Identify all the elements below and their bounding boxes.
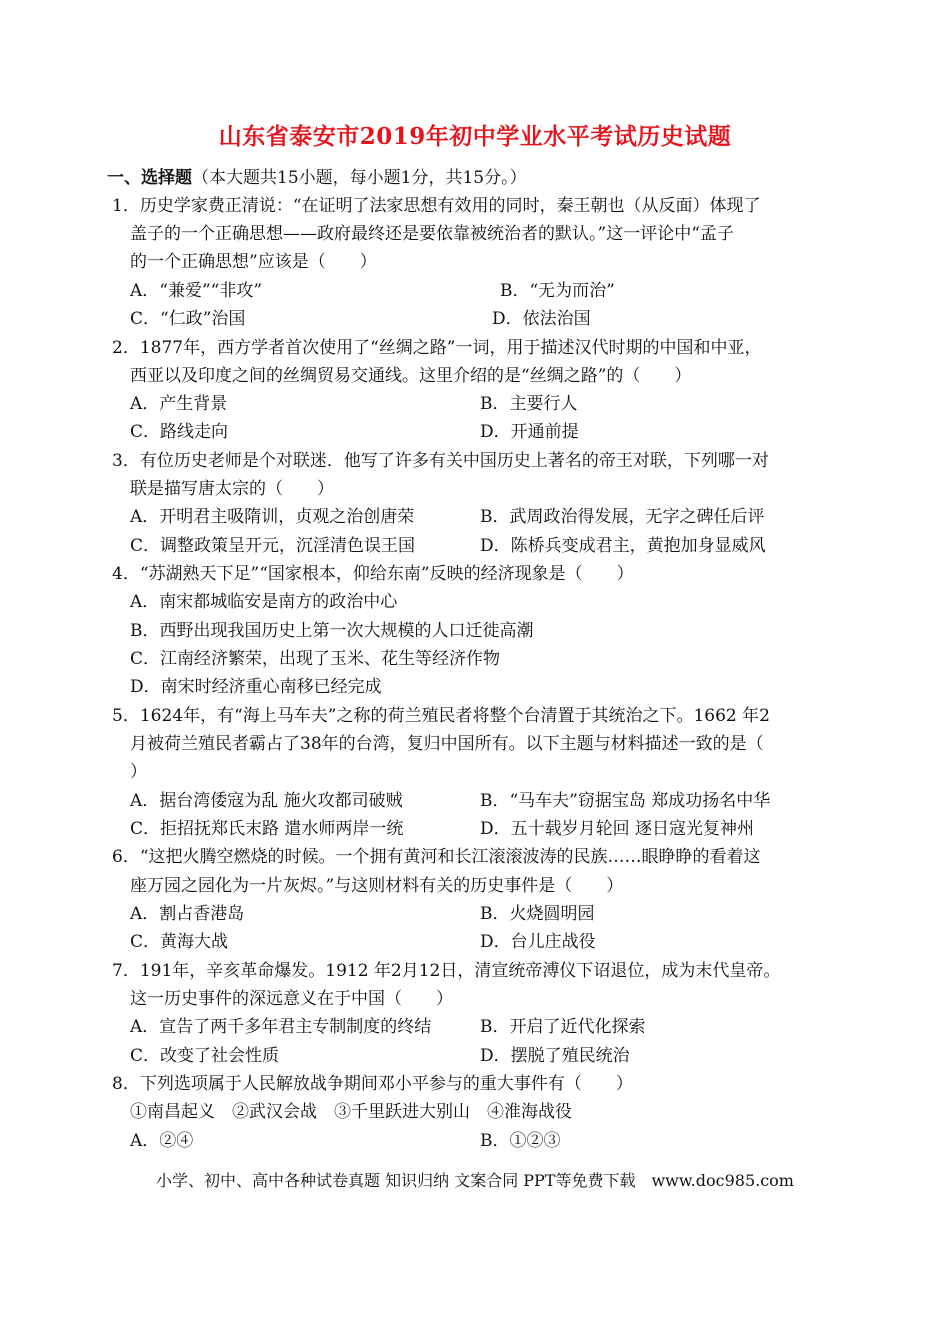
question-3-line-2: 联是描写唐太宗的（ ） (130, 479, 334, 499)
question-5-option-a: A．据台湾倭寇为乱 施火攻都司破贼 (130, 791, 403, 811)
question-8-line-1: 8．下列选项属于人民解放战争期间邓小平参与的重大事件有（ ） (112, 1074, 633, 1094)
question-7-line-1: 7．191年，辛亥革命爆发。1912 年2月12日，清宣统帝溥仪下诏退位，成为末代皇帝。 (112, 961, 781, 981)
question-4-option-b: B．西野出现我国历史上第一次大规模的人口迁徙高潮 (130, 621, 534, 641)
question-4-option-d: D．南宋时经济重心南移已经完成 (130, 677, 382, 697)
question-5-option-d: D．五十载岁月轮回 逐日寇光复神州 (480, 819, 755, 839)
question-8-option-b: B．①②③ (480, 1131, 561, 1151)
question-2-line-2: 西亚以及印度之间的丝绸贸易交通线。这里介绍的是“丝绸之路”的（ ） (130, 366, 692, 386)
question-5-line-3: ） (130, 762, 147, 782)
question-2-option-d: D．开通前提 (480, 422, 579, 442)
question-6-option-d: D．台儿庄战役 (480, 932, 596, 952)
question-1-option-c: C．“仁政”治国 (130, 309, 246, 329)
question-8-line-2: ①南昌起义 ②武汉会战 ③千里跃进大别山 ④淮海战役 (130, 1102, 572, 1122)
page-footer: 小学、初中、高中各种试卷真题 知识归纳 文案合同 PPT等免费下载 www.doc985.com (156, 1171, 794, 1190)
question-6-option-c: C．黄海大战 (130, 932, 229, 952)
question-4-option-c: C．江南经济繁荣，出现了玉米、花生等经济作物 (130, 649, 501, 669)
question-3-line-1: 3．有位历史老师是个对联迷．他写了许多有关中国历史上著名的帝王对联，下列哪一对 (112, 451, 769, 471)
question-3-option-a: A．开明君主吸隋训，贞观之治创唐荣 (130, 507, 415, 527)
question-7-option-b: B．开启了近代化探索 (480, 1017, 646, 1037)
question-4-line-1: 4．“苏湖熟天下足”“国家根本，仰给东南”反映的经济现象是（ ） (112, 564, 634, 584)
question-5-line-2: 月被荷兰殖民者霸占了38年的台湾，复归中国所有。以下主题与材料描述一致的是（ (130, 734, 764, 754)
question-2-option-c: C．路线走向 (130, 422, 229, 442)
question-1-option-d: D．依法治国 (492, 309, 591, 329)
question-8-option-a: A．②④ (130, 1131, 194, 1151)
section-note: （本大题共15小题，每小题1分，共15分。） (192, 168, 527, 188)
question-1-option-a: A．“兼爱”“非攻” (130, 281, 263, 301)
question-6-option-a: A．割占香港岛 (130, 904, 245, 924)
question-4-option-a: A．南宋都城临安是南方的政治中心 (130, 592, 398, 612)
section-label: 一、选择题 (107, 168, 192, 188)
question-1-line-2: 盖子的一个正确思想——政府最终还是要依靠被统治者的默认。”这一评论中“孟子 (130, 224, 734, 244)
question-3-option-c: C．调整政策呈开元，沉淫清色误王国 (130, 536, 416, 556)
question-6-line-2: 座万园之园化为一片灰烬。”与这则材料有关的历史事件是（ ） (130, 876, 624, 896)
question-5-option-c: C．拒招抚郑氏末路 遣水师两岸一统 (130, 819, 404, 839)
question-2-option-b: B．主要行人 (480, 394, 578, 414)
question-5-line-1: 5．1624年，有“海上马车夫”之称的荷兰殖民者将整个台清置于其统治之下。1662 年2 (112, 706, 770, 726)
question-3-option-b: B．武周政治得发展，无字之碑任后评 (480, 507, 765, 527)
question-2-option-a: A．产生背景 (130, 394, 228, 414)
question-7-option-c: C．改变了社会性质 (130, 1046, 280, 1066)
question-1-line-1: 1．历史学家费正清说：“在证明了法家思想有效用的同时，秦王朝也（从反面）体现了 (112, 196, 761, 216)
question-2-line-1: 2．1877年，西方学者首次使用了“丝绸之路”一词，用于描述汉代时期的中国和中亚， (112, 338, 762, 358)
question-5-option-b: B．“马车夫”窃据宝岛 郑成功扬名中华 (480, 791, 771, 811)
question-7-option-a: A．宣告了两千多年君主专制制度的终结 (130, 1017, 432, 1037)
question-7-line-2: 这一历史事件的深远意义在于中国（ ） (130, 989, 453, 1009)
question-7-option-d: D．摆脱了殖民统治 (480, 1046, 630, 1066)
question-1-line-3: 的一个正确思想”应该是（ ） (130, 252, 377, 272)
question-6-line-1: 6．“这把火腾空燃烧的时候。一个拥有黄河和长江滚滚波涛的民族……眼睁睁的看着这 (112, 847, 761, 867)
question-6-option-b: B．火烧圆明园 (480, 904, 595, 924)
section-heading (107, 163, 527, 188)
question-1-option-b: B．“无为而治” (500, 281, 615, 301)
exam-title: 山东省泰安市2019年初中学业水平考试历史试题 (218, 123, 732, 150)
question-3-option-d: D．陈桥兵变成君主，黄抱加身显威风 (480, 536, 766, 556)
